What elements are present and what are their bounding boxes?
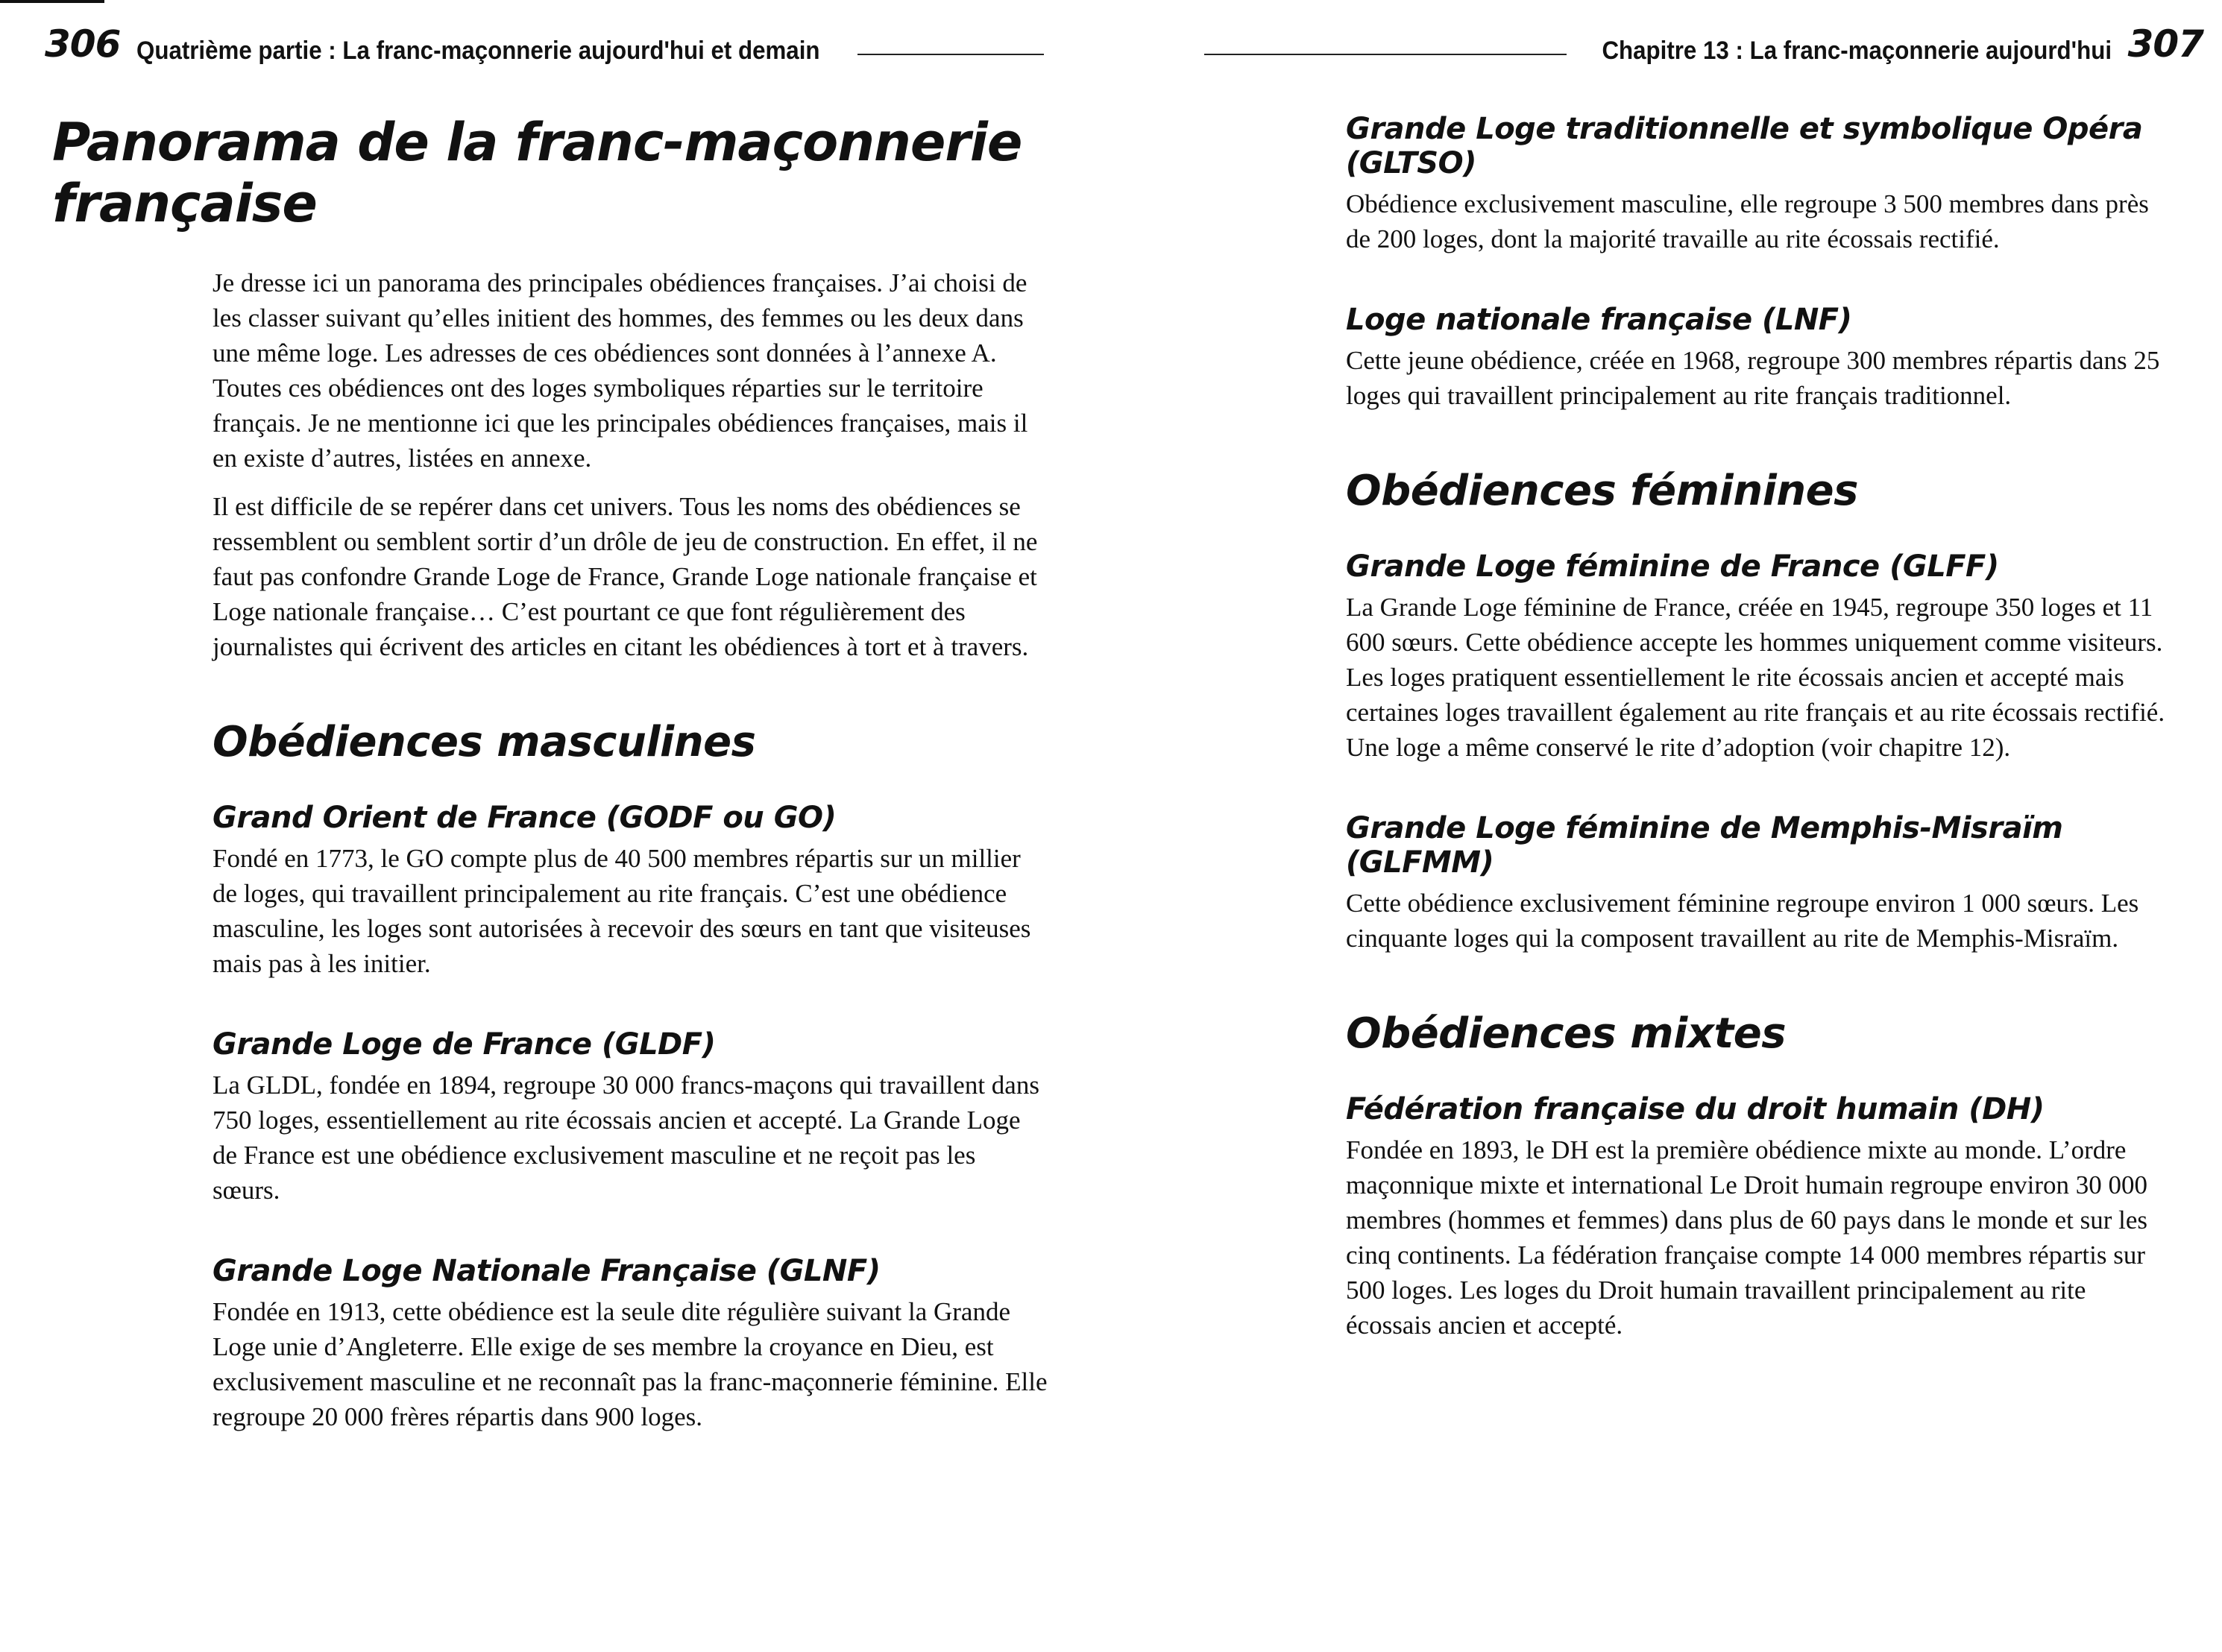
header-rule	[1204, 54, 1567, 55]
entry-heading: Fédération française du droit humain (DH)	[1346, 1092, 2045, 1126]
entry-heading: Grande Loge de France (GLDF)	[213, 1027, 716, 1062]
section-heading-masculine: Obédiences masculines	[213, 718, 756, 766]
entry-text: Cette jeune obédience, créée en 1968, regroupe 300 membres répartis dans 25 loges qui travaillent principalement au rite français traditionnel.	[1346, 346, 2160, 410]
header-rule	[857, 54, 1044, 55]
running-head: Quatrième partie : La franc-maçonnerie aujourd'hui et demain	[136, 37, 820, 65]
page-number: 306	[45, 22, 121, 66]
entry-heading: Grande Loge traditionnelle et symbolique Opéra (GLTSO)	[1346, 112, 2143, 180]
entry-heading: Grand Orient de France (GODF ou GO)	[213, 801, 837, 835]
entry-text: Fondée en 1913, cette obédience est la seule dite régulière suivant la Grande Loge unie d’Angleterre. Elle exige de ses membre la croyance en Dieu, est exclusivement masculine et ne reconnaît pas la franc-maçonnerie féminine. Elle regroupe 20 000 frères répartis dans 900 loges.	[213, 1297, 1048, 1431]
entry-text: Cette obédience exclusivement féminine regroupe environ 1 000 sœurs. Les cinquante loges qui la composent travaillent au rite de Memphis-Misraïm.	[1346, 889, 2139, 953]
entry-text: Fondé en 1773, le GO compte plus de 40 500 membres répartis sur un millier de loges, qui travaillent principalement au rite français. C’est une obédience masculine, les loges sont autorisées à recevoir des sœurs en tant que visiteuses mais pas à les initier.	[213, 844, 1031, 978]
right-page-content	[1346, 112, 2174, 1356]
entry-heading: Loge nationale française (LNF)	[1346, 303, 1852, 337]
left-page-content	[52, 112, 1048, 1448]
right-page	[1111, 0, 2222, 1652]
right-page-header	[1204, 13, 2203, 66]
entry-heading: Grande Loge féminine de France (GLFF)	[1346, 549, 1999, 584]
entry-text: La Grande Loge féminine de France, créée en 1945, regroupe 350 loges et 11 600 sœurs. Cette obédience accepte les hommes uniquement comme visiteurs. Les loges pratiquent essentiellement le rite écossais ancien et accepté mais certaines loges travaillent également au rite français et au rite écossais rectifié. Une loge a même conservé le rite d’adoption (voir chapitre 12).	[1346, 593, 2165, 762]
entry-text: Obédience exclusivement masculine, elle regroupe 3 500 membres dans près de 200 loges, dont la majorité travaille au rite écossais rectifié.	[1346, 189, 2149, 253]
page-title: Panorama de la franc-maçonnerie française	[52, 112, 1022, 234]
entry-heading: Grande Loge féminine de Memphis-Misraïm (GLFMM)	[1346, 811, 2063, 880]
running-head: Chapitre 13 : La franc-maçonnerie aujourd'hui	[1602, 37, 2112, 65]
entry-heading: Grande Loge Nationale Française (GLNF)	[213, 1254, 881, 1288]
top-corner-rule	[0, 0, 104, 3]
page-number: 307	[2127, 22, 2203, 66]
left-page-header	[45, 13, 1044, 66]
entry-text: La GLDL, fondée en 1894, regroupe 30 000 francs-maçons qui travaillent dans 750 loges, essentiellement au rite écossais ancien et accepté. La Grande Loge de France est une obédience exclusivement masculine et ne reçoit pas les sœurs.	[213, 1071, 1039, 1205]
section-heading-feminine: Obédiences féminines	[1346, 467, 1858, 515]
intro-paragraph: Je dresse ici un panorama des principales obédiences françaises. J’ai choisi de les classer suivant qu’elles initient des hommes, des femmes ou les deux dans une même loge. Les adresses de ces obédiences sont données à l’annexe A. Toutes ces obédiences ont des loges symboliques réparties sur le territoire français. Je ne mentionne ici que les principales obédiences françaises, mais il en existe d’autres, listées en annexe.	[213, 268, 1028, 473]
intro-paragraph: Il est difficile de se repérer dans cet univers. Tous les noms des obédiences se ressemblent ou semblent sortir d’un drôle de jeu de construction. En effet, il ne faut pas confondre Grande Loge de France, Grande Loge nationale française et Loge nationale française… C’est pourtant ce que font régulièrement des journalistes qui écrivent des articles en citant les obédiences à tort et à travers.	[213, 492, 1038, 661]
entry-text: Fondée en 1893, le DH est la première obédience mixte au monde. L’ordre maçonnique mixte et international Le Droit humain regroupe environ 30 000 membres (hommes et femmes) dans plus de 60 pays dans le monde et sur les cinq continents. La fédération française compte 14 000 membres répartis sur 500 loges. Les loges du Droit humain travaillent principalement au rite écossais ancien et accepté.	[1346, 1135, 2148, 1340]
section-heading-mixed: Obédiences mixtes	[1346, 1009, 1787, 1058]
